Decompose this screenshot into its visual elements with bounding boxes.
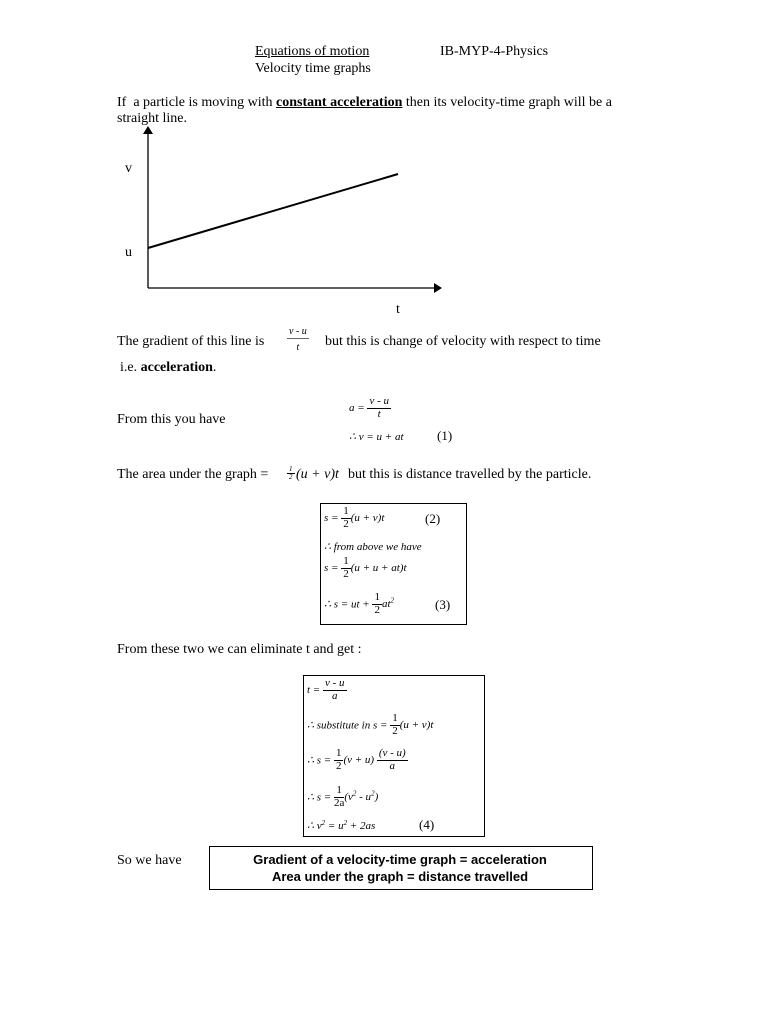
box1-l1-half-den: 2 <box>343 517 349 530</box>
velocity-time-graph <box>0 0 768 330</box>
box1-l4-expr: at <box>381 598 391 611</box>
eliminate-text: From these two we can eliminate t and get : <box>117 642 362 657</box>
box2-l1-num: v - u <box>324 677 345 689</box>
area-expr: (u + v)t <box>296 467 339 482</box>
box1-l4-lhs: ∴ s = ut + <box>324 598 370 611</box>
gradient-acceleration: acceleration <box>140 360 213 375</box>
box1-l3-expr: (u + u + at)t <box>350 562 407 575</box>
box1-l1-lhs: s = <box>324 512 339 525</box>
box2-l3-lhs: ∴ s = <box>307 754 332 767</box>
gradient-fraction <box>287 327 309 353</box>
box1-line2: ∴ from above we have <box>324 541 422 553</box>
box2-l2-half-num: 1 <box>392 712 398 724</box>
y-axis-arrow <box>143 126 153 134</box>
box1-l4-exp: 2 <box>390 596 394 605</box>
box2-l1-lhs: t = <box>307 684 321 697</box>
gradient-frac-num: v - u <box>289 326 307 337</box>
eq-a-lhs: a = <box>349 402 365 415</box>
box2-l5-c: + 2as <box>347 820 376 832</box>
box2-tag-4: (4) <box>419 817 435 832</box>
box2-l3-num: (v - u) <box>378 747 406 759</box>
graph-label-t: t <box>396 302 400 317</box>
box2-l2-text: ∴ substitute in s = <box>307 719 388 732</box>
box1-l3-lhs: s = <box>324 562 339 575</box>
box2-l3-half-den: 2 <box>335 759 342 772</box>
area-half-den: 2 <box>289 473 293 482</box>
box1-l4-half-den: 2 <box>374 603 380 616</box>
box1-l1-half <box>341 506 351 530</box>
gradient-line2 <box>120 360 216 376</box>
box1-line4 <box>324 592 394 616</box>
gradient-period: . <box>212 360 217 375</box>
box2-l3-frac <box>377 748 408 772</box>
eq-a-num: v - u <box>369 395 389 407</box>
course-label: IB-MYP-4-Physics <box>440 44 549 59</box>
area-prefix: The area under the graph = <box>117 467 269 482</box>
gradient-frac-den: t <box>296 341 300 353</box>
summary-label: So we have <box>117 853 182 868</box>
box2-l5-a: ∴ v <box>307 820 322 832</box>
from-you-have-label: From this you have <box>117 412 226 427</box>
summary-line2: Area under the graph = distance travelled <box>271 869 529 884</box>
box2-l4-expr-a: (v <box>344 791 353 804</box>
box1-l1-expr: (u + v)t <box>350 512 385 525</box>
intro-emphasis: constant acceleration <box>276 95 403 110</box>
box1-l1-half-num: 1 <box>343 505 349 517</box>
doc-title: Equations of motion <box>255 44 370 59</box>
intro-line2: straight line. <box>117 111 187 126</box>
box1-l4-half-num: 1 <box>374 591 380 603</box>
box1-l3-half-den: 2 <box>343 567 349 580</box>
box2-l5-exp-a: 2 <box>321 819 326 827</box>
eq-1-tag: (1) <box>437 428 453 443</box>
box2-l4-lhs: ∴ s = <box>307 791 332 804</box>
velocity-line <box>148 174 398 248</box>
doc-subtitle: Velocity time graphs <box>255 61 371 76</box>
box2-l2-expr: (u + v)t <box>399 719 434 732</box>
intro-text-before: If a particle is moving with <box>117 95 277 110</box>
box2-l4-num: 1 <box>334 785 344 798</box>
box2-l1-den: a <box>332 689 338 702</box>
box2-l4-expr-c: ) <box>374 791 379 804</box>
gradient-ie: i.e. <box>120 360 141 375</box>
area-suffix: but this is distance travelled by the particle. <box>348 467 592 482</box>
box2-line4 <box>307 785 378 809</box>
graph-label-u: u <box>125 245 132 260</box>
x-axis-arrow <box>434 283 442 293</box>
box2-line2 <box>307 713 433 737</box>
box1-line3 <box>324 556 407 580</box>
box2-l4-exp-b: 2 <box>371 789 375 798</box>
box1-tag-2: (2) <box>425 511 441 526</box>
box2-l1-frac <box>323 678 347 702</box>
gradient-suffix: but this is change of velocity with respect to time <box>325 334 601 349</box>
box2-l3-mid: (v + u) <box>343 754 375 767</box>
box2-l3-den: a <box>389 759 396 772</box>
intro-text-after: then its velocity-time graph will be a <box>402 95 612 110</box>
box1-line1 <box>324 506 384 530</box>
box1-l3-half-num: 1 <box>343 555 349 567</box>
box2-line3 <box>307 748 408 772</box>
box2-line1 <box>307 678 347 702</box>
box2-l4-den: 2a <box>333 796 345 809</box>
gradient-prefix: The gradient of this line is <box>117 334 265 349</box>
box2-l4-expr-b: - u <box>356 791 372 804</box>
eq-a-den: t <box>377 407 381 420</box>
box1-l4-half <box>372 592 382 616</box>
box2-l3-half-num: 1 <box>335 747 342 759</box>
area-half-num: 1 <box>289 465 293 473</box>
area-half <box>287 466 295 482</box>
box1-l3-half <box>341 556 351 580</box>
eq-a-fraction <box>367 396 391 420</box>
box2-l2-half-den: 2 <box>392 724 398 737</box>
box1-tag-3: (3) <box>435 597 451 612</box>
eq-a-definition <box>349 396 391 420</box>
box2-l5-exp-b: 2 <box>343 819 348 827</box>
graph-label-v: v <box>125 161 132 176</box>
eq-1: ∴ v = u + at <box>349 431 404 443</box>
box2-l4-exp-a: 2 <box>352 789 357 798</box>
box2-l4-frac <box>334 785 344 809</box>
box2-line5 <box>307 819 375 832</box>
box2-l2-half <box>390 713 400 737</box>
summary-line1: Gradient of a velocity-time graph = acceleration <box>253 852 547 867</box>
box2-l5-b: = u <box>325 820 344 832</box>
